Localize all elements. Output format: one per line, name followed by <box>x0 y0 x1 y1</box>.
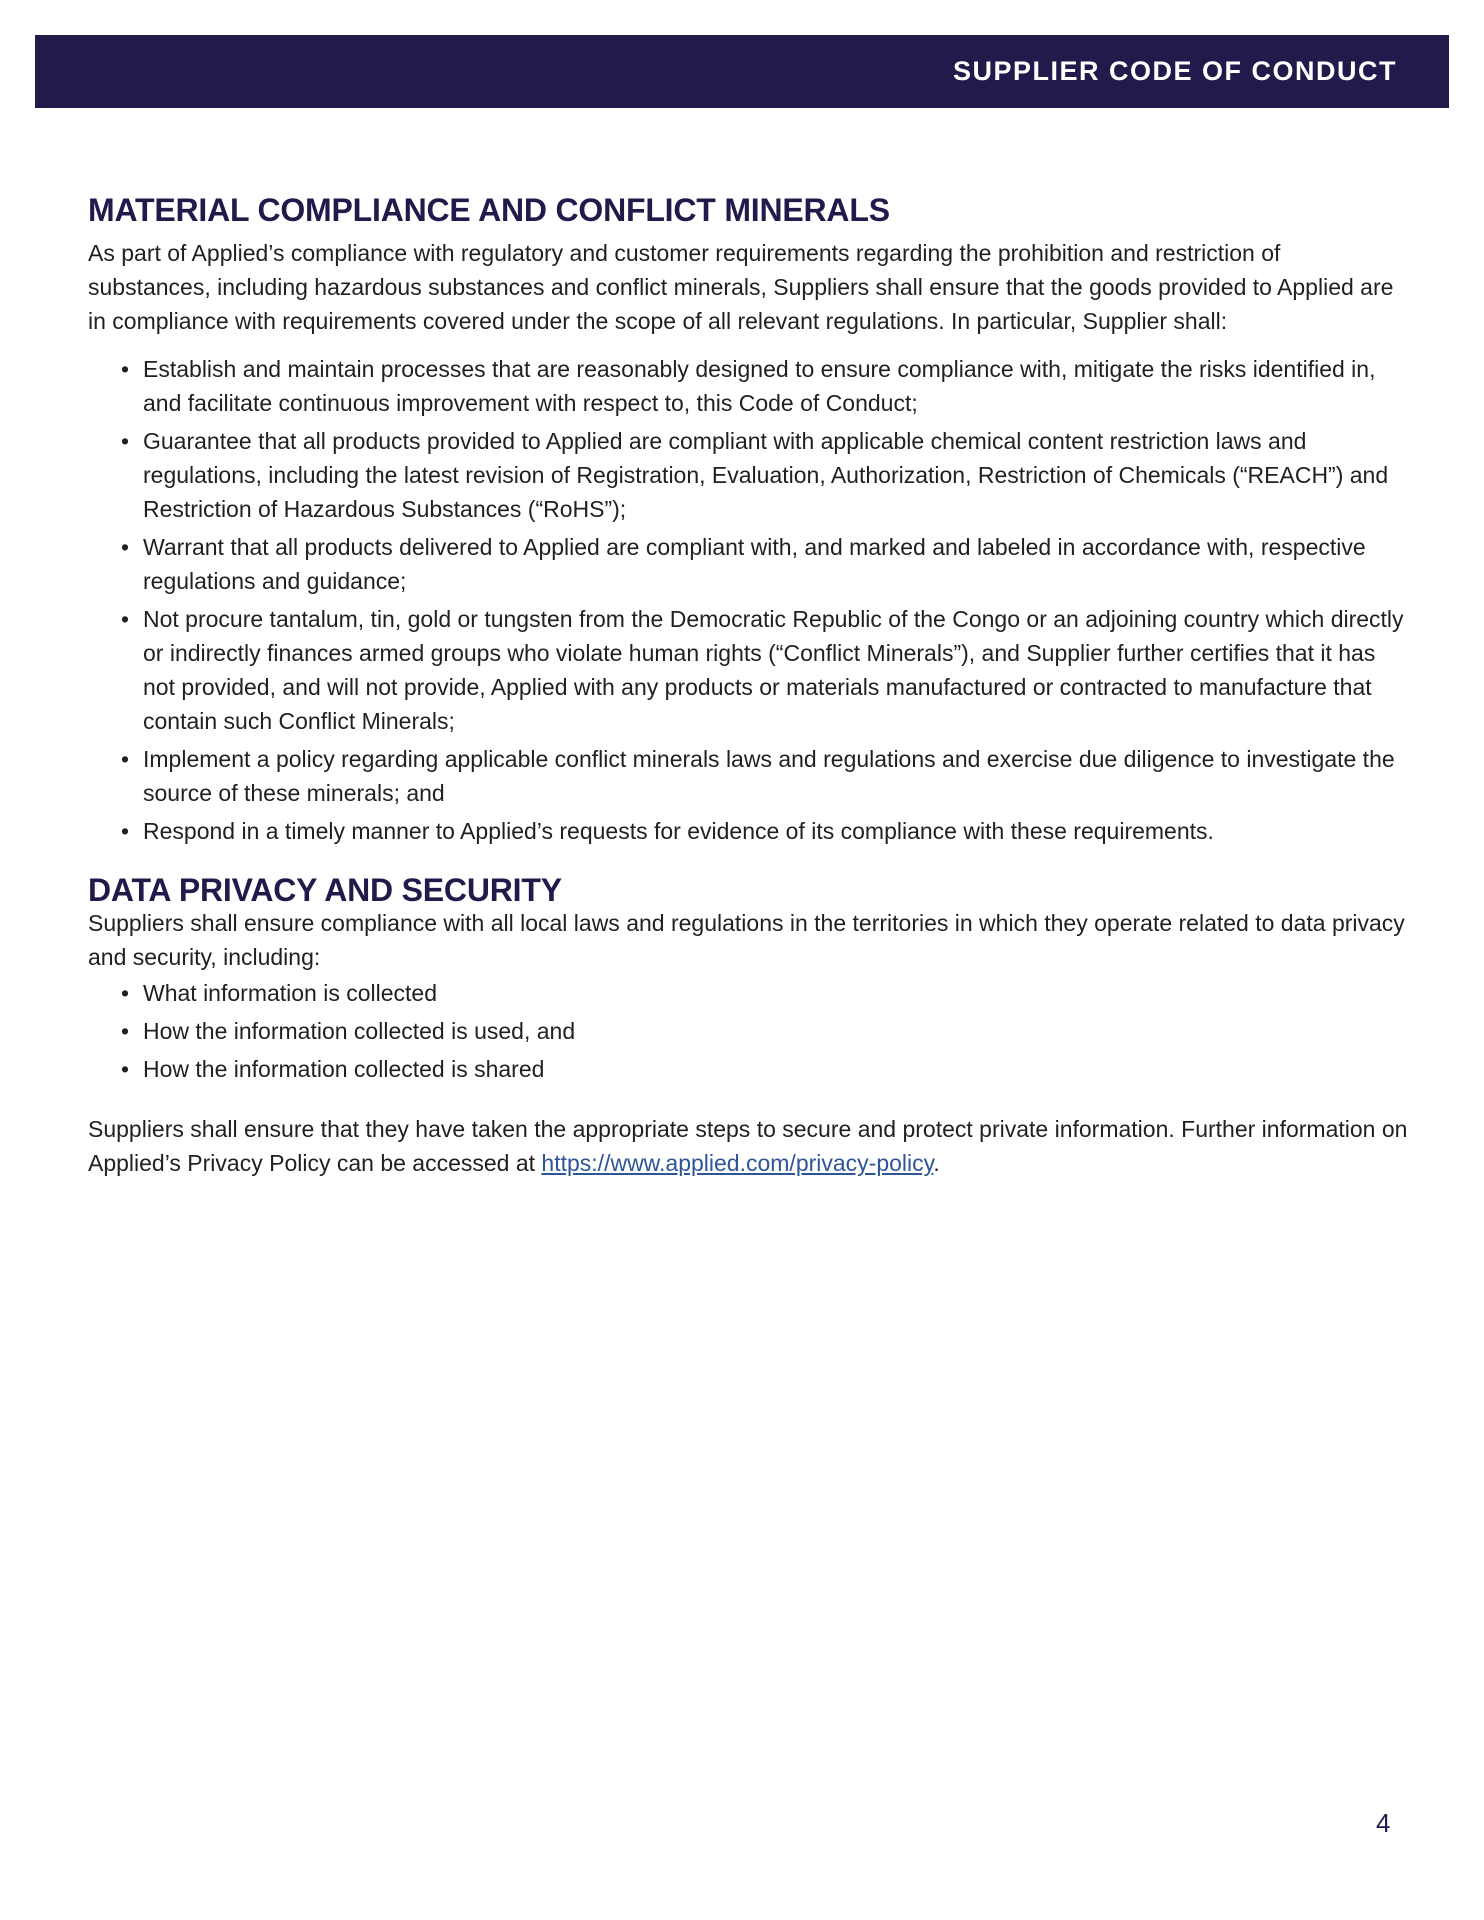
list-item-text: What information is collected <box>143 980 438 1006</box>
page-content <box>88 188 1408 1180</box>
material-intro-paragraph: As part of Applied’s compliance with regulatory and customer requirements regarding the prohibition and restriction of substances, including hazardous substances and conflict minerals, Suppliers shall ensure that the goods provided to Applied are in compliance with requirements covered under the scope of all relevant regulations. In particular, Supplier shall: <box>88 240 1394 334</box>
privacy-closing-paragraph <box>88 1112 1408 1180</box>
list-item <box>88 530 1408 598</box>
material-requirements-list <box>88 352 1408 848</box>
page-number: 4 <box>1376 1808 1391 1838</box>
list-item-text: Not procure tantalum, tin, gold or tungsten from the Democratic Republic of the Congo or an adjoining country which directly or indirectly finances armed groups who violate human rights (“Conflict Minerals”), and Supplier further certifies that it has not provided, and will not provide, Applied with any products or materials manufactured or contracted to manufacture that contain such Conflict Minerals; <box>143 606 1404 734</box>
closing-text: Suppliers shall ensure that they have taken the appropriate steps to secure and protect private information. Further information on Applied’s Privacy Policy can be accessed at <box>88 1116 1408 1176</box>
list-item-text: Respond in a timely manner to Applied’s requests for evidence of its compliance with these requirements. <box>143 818 1214 844</box>
list-item <box>88 424 1408 526</box>
list-item-text: Implement a policy regarding applicable conflict minerals laws and regulations and exercise due diligence to investigate the source of these minerals; and <box>143 746 1395 806</box>
bullet-icon: • <box>121 980 130 1006</box>
bullet-icon: • <box>121 746 130 772</box>
bullet-icon: • <box>121 818 130 844</box>
section-data-privacy <box>88 868 1408 1180</box>
list-item-text: How the information collected is shared <box>143 1056 545 1082</box>
list-item <box>88 1014 1408 1048</box>
section-material-compliance <box>88 188 1408 848</box>
bullet-icon: • <box>121 1018 130 1044</box>
list-item-text: How the information collected is used, and <box>143 1018 576 1044</box>
list-item <box>88 1052 1408 1086</box>
header-bar <box>35 35 1449 108</box>
bullet-icon: • <box>121 606 130 632</box>
list-item <box>88 814 1408 848</box>
bullet-icon: • <box>121 1056 130 1082</box>
list-item <box>88 742 1408 810</box>
document-title: SUPPLIER CODE OF CONDUCT <box>952 56 1397 86</box>
list-item <box>88 352 1408 420</box>
list-item <box>88 602 1408 738</box>
bullet-icon: • <box>121 356 130 382</box>
privacy-lead-paragraph: Suppliers shall ensure compliance with all local laws and regulations in the territories in which they operate related to data privacy and security, including: <box>88 910 1405 970</box>
list-item-text: Guarantee that all products provided to Applied are compliant with applicable chemical content restriction laws and regulations, including the latest revision of Registration, Evaluation, Authorization, Restriction of Chemicals (“REACH”) and Restriction of Hazardous Substances (“RoHS”); <box>143 428 1389 522</box>
bullet-icon: • <box>121 428 130 454</box>
section-heading-data-privacy: DATA PRIVACY AND SECURITY <box>88 872 562 908</box>
list-item-text: Warrant that all products delivered to Applied are compliant with, and marked and labeled in accordance with, respective regulations and guidance; <box>143 534 1366 594</box>
closing-period: . <box>933 1150 940 1176</box>
list-item <box>88 976 1408 1010</box>
bullet-icon: • <box>121 534 130 560</box>
privacy-policy-link[interactable]: https://www.applied.com/privacy-policy <box>541 1150 934 1176</box>
list-item-text: Establish and maintain processes that are reasonably designed to ensure compliance with, mitigate the risks identified in, and facilitate continuous improvement with respect to, this Code of Conduct; <box>143 356 1376 416</box>
privacy-topics-list <box>88 976 1408 1086</box>
section-heading-material-compliance: MATERIAL COMPLIANCE AND CONFLICT MINERALS <box>88 192 890 228</box>
